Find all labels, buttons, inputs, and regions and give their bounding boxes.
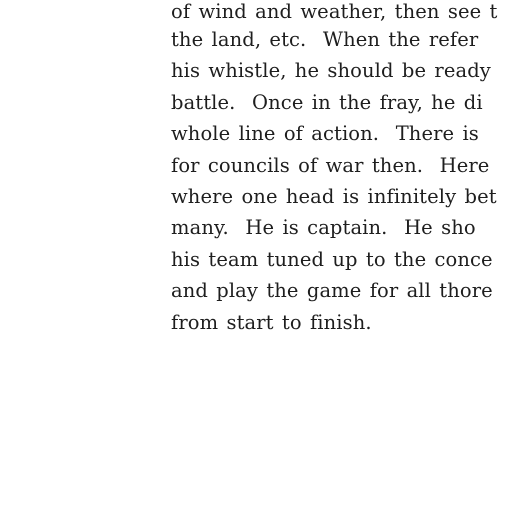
- text-line: his team tuned up to the conce: [171, 247, 493, 271]
- text-line: where one head is infinitely bet: [171, 184, 497, 208]
- text-line: his whistle, he should be ready: [171, 59, 491, 83]
- text-line: whole line of action. There is: [171, 122, 479, 146]
- text-line: many. He is captain. He sho: [171, 216, 476, 240]
- text-line: of wind and weather, then see t: [171, 0, 498, 23]
- text-line: from start to finish.: [171, 310, 372, 334]
- text-line: and play the game for all thore: [171, 279, 493, 303]
- text-line: for councils of war then. Here: [171, 153, 490, 177]
- text-block: [171, 0, 512, 338]
- text-line: the land, etc. When the refer: [171, 28, 479, 51]
- text-line: battle. Once in the fray, he di: [171, 90, 483, 114]
